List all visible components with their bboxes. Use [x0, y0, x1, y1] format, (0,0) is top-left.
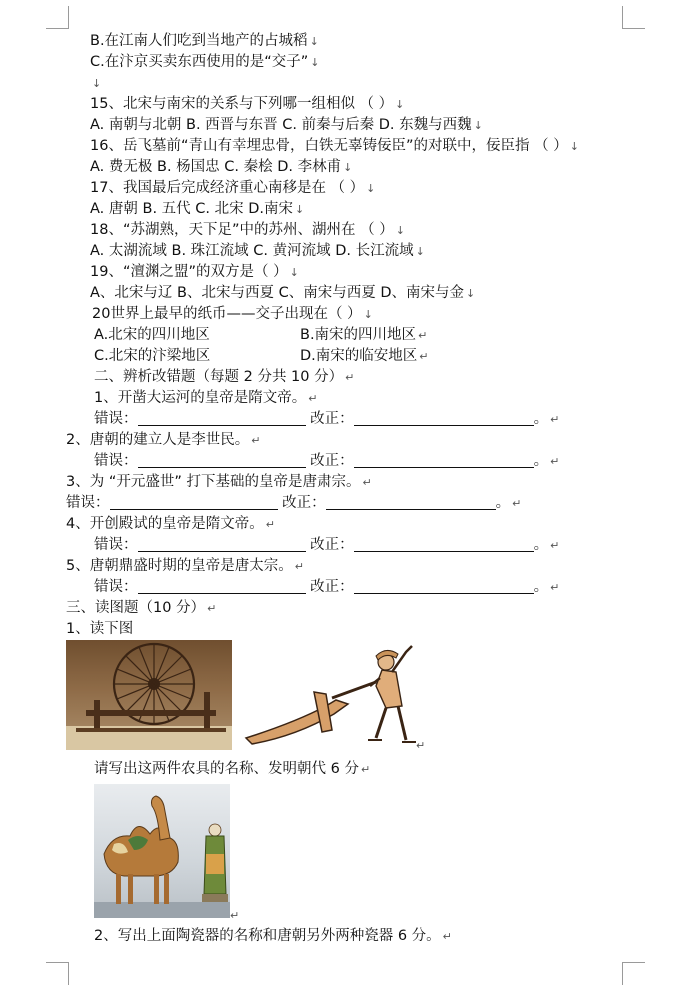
error-blank[interactable] [138, 453, 306, 468]
correct-blank[interactable] [354, 537, 534, 552]
section-2-heading: 二、辨析改错题（每题 2 分共 10 分） ↵ [94, 369, 355, 385]
question-19: 19、“澶渊之盟”的双方是（ ） ↓ [90, 264, 299, 280]
section-2-question-1: 1、开凿大运河的皇帝是隋文帝。 ↵ [94, 390, 318, 406]
page-corner-top-left [46, 6, 69, 29]
section-3-question-1: 1、读下图 [66, 621, 134, 637]
paragraph-mark: ↵ [416, 739, 426, 752]
section-2-question-2: 2、唐朝的建立人是李世民。 ↵ [66, 432, 261, 448]
paragraph-mark: ↵ [230, 909, 240, 922]
question-17-options: A. 唐朝 B. 五代 C. 北宋 D.南宋 ↓ [90, 201, 305, 217]
question-20-option-b: B.南宋的四川地区 ↵ [300, 327, 428, 343]
question-20-option-c: C.北宋的汴梁地区 [94, 348, 211, 364]
section-3-question-1-task: 请写出这两件农具的名称、发明朝代 6 分 ↵ [94, 761, 371, 777]
spinning-wheel-illustration [66, 640, 232, 750]
option-line: C.在汴京买卖东西使用的是“交子” ↓ [90, 54, 320, 70]
answer-line-5: 错误： 改正： 。 ↵ [94, 579, 560, 595]
sancai-camel-illustration [94, 784, 230, 918]
spinning-wheel-photo [66, 640, 232, 750]
section-3-question-2: 2、写出上面陶瓷器的名称和唐朝另外两种瓷器 6 分。 ↵ [94, 928, 452, 944]
question-16: 16、岳飞墓前“青山有幸埋忠骨，白铁无辜铸佞臣”的对联中，佞臣指 （ ） ↓ [90, 138, 579, 154]
question-17: 17、我国最后完成经济重心南移是在 （ ） ↓ [90, 180, 376, 196]
answer-line-4: 错误： 改正： 。 ↵ [94, 537, 560, 553]
option-line: B.在江南人们吃到当地产的占城稻 ↓ [90, 33, 319, 49]
farmer-plough-illustration [236, 642, 426, 752]
correct-blank[interactable] [354, 411, 534, 426]
question-19-options: A、北宋与辽 B、北宋与西夏 C、南宋与西夏 D、南宋与金 ↓ [90, 285, 476, 301]
answer-line-2: 错误： 改正： 。 ↵ [94, 453, 560, 469]
error-blank[interactable] [110, 495, 278, 510]
answer-line-1: 错误： 改正： 。 ↵ [94, 411, 560, 427]
question-15-options: A. 南朝与北朝 B. 西晋与东晋 C. 前秦与后秦 D. 东魏与西魏 ↓ [90, 117, 483, 133]
page-corner-bottom-left [46, 962, 69, 985]
question-15: 15、北宋与南宋的关系与下列哪一组相似 （ ） ↓ [90, 96, 405, 112]
correct-blank[interactable] [354, 453, 534, 468]
section-2-question-5: 5、唐朝鼎盛时期的皇帝是唐太宗。 ↵ [66, 558, 304, 574]
question-16-options: A. 费无极 B. 杨国忠 C. 秦桧 D. 李林甫 ↓ [90, 159, 353, 175]
question-20-option-a: A.北宋的四川地区 [94, 327, 210, 343]
section-2-question-4: 4、开创殿试的皇帝是隋文帝。 ↵ [66, 516, 275, 532]
section-3-heading: 三、读图题（10 分） ↵ [66, 600, 217, 616]
error-blank[interactable] [138, 411, 306, 426]
page-corner-top-right [622, 6, 645, 29]
question-18: 18、“苏湖熟，天下足”中的苏州、湖州在 （ ） ↓ [90, 222, 405, 238]
question-20: 20世界上最早的纸币——交子出现在（ ） ↓ [92, 306, 373, 322]
plough-drawing [236, 642, 426, 752]
page-corner-bottom-right [622, 962, 645, 985]
error-blank[interactable] [138, 537, 306, 552]
tang-sancai-photo [94, 784, 230, 918]
section-2-question-3: 3、为 “开元盛世” 打下基础的皇帝是唐肃宗。 ↵ [66, 474, 372, 490]
error-blank[interactable] [138, 579, 306, 594]
answer-line-3: 错误： 改正： 。 ↵ [66, 495, 522, 511]
correct-blank[interactable] [326, 495, 496, 510]
correct-blank[interactable] [354, 579, 534, 594]
question-18-options: A. 太湖流域 B. 珠江流域 C. 黄河流域 D. 长江流域 ↓ [90, 243, 425, 259]
empty-paragraph: ↓ [92, 77, 102, 90]
question-20-option-d: D.南宋的临安地区 ↵ [300, 348, 429, 364]
